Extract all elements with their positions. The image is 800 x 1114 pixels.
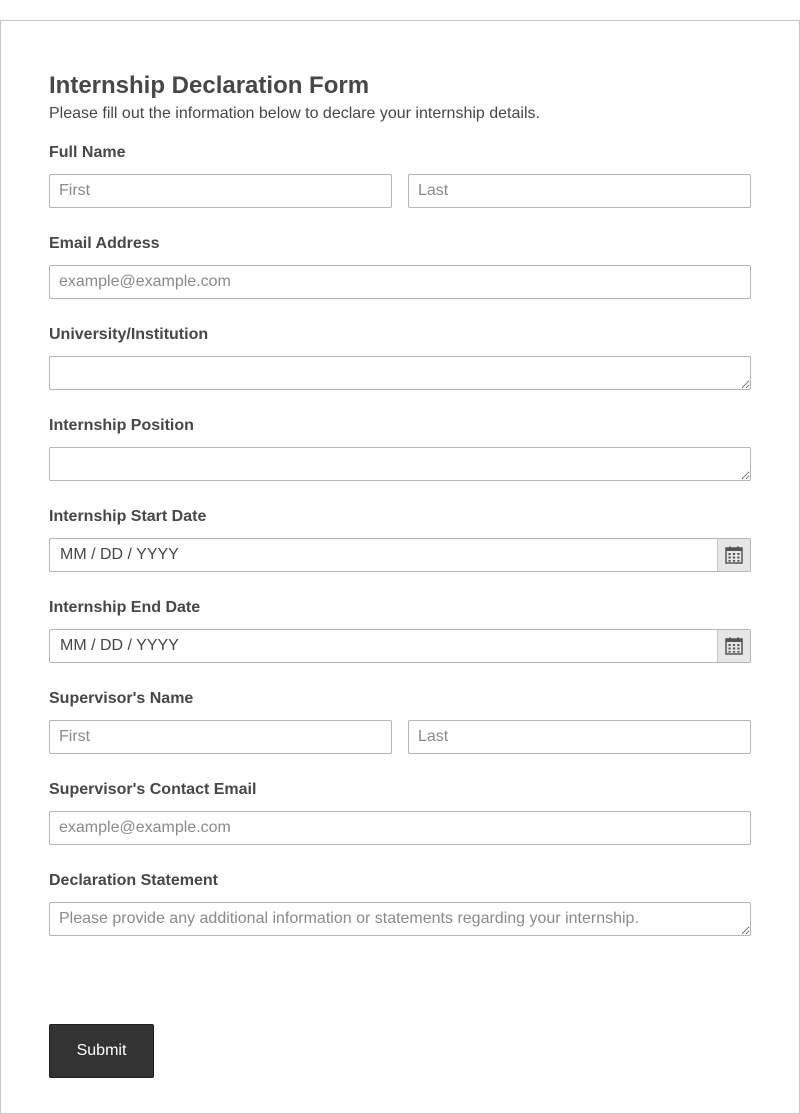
- supervisor-email-label: Supervisor's Contact Email: [49, 781, 257, 798]
- end-date-label: Internship End Date: [49, 599, 201, 616]
- supervisor-name-field: [49, 689, 751, 709]
- full-name-last-input[interactable]: [408, 174, 751, 208]
- full-name-first-input[interactable]: [49, 174, 392, 208]
- start-date-input[interactable]: [49, 538, 751, 572]
- declaration-field: [49, 871, 751, 891]
- start-date-placeholder: MM / DD / YYYY: [60, 546, 179, 563]
- end-date-calendar-button[interactable]: [717, 630, 750, 662]
- position-label: Internship Position: [49, 417, 194, 434]
- end-date-placeholder: MM / DD / YYYY: [60, 637, 179, 654]
- supervisor-first-input[interactable]: [49, 720, 392, 754]
- email-input[interactable]: [49, 265, 751, 299]
- form-subtitle: Please fill out the information below to declare your internship details.: [49, 105, 540, 122]
- form-content: [49, 71, 751, 1059]
- supervisor-email-field: [49, 780, 751, 800]
- declaration-label: Declaration Statement: [49, 872, 218, 889]
- end-date-field: [49, 598, 751, 654]
- email-field: [49, 234, 751, 254]
- university-field: [49, 325, 751, 345]
- end-date-input[interactable]: [49, 629, 751, 663]
- declaration-textarea[interactable]: [49, 902, 751, 936]
- form-container: [0, 20, 800, 1114]
- form-title: Internship Declaration Form: [49, 72, 370, 99]
- position-field: [49, 416, 751, 436]
- supervisor-email-input[interactable]: [49, 811, 751, 845]
- full-name-label: Full Name: [49, 144, 126, 161]
- calendar-icon: [725, 546, 743, 564]
- university-textarea[interactable]: [49, 356, 751, 390]
- calendar-icon: [725, 637, 743, 655]
- university-label: University/Institution: [49, 326, 209, 343]
- position-textarea[interactable]: [49, 447, 751, 481]
- start-date-label: Internship Start Date: [49, 508, 207, 525]
- supervisor-name-label: Supervisor's Name: [49, 690, 194, 707]
- email-label: Email Address: [49, 235, 160, 252]
- full-name-field: [49, 143, 751, 163]
- start-date-field: [49, 507, 751, 563]
- start-date-calendar-button[interactable]: [717, 539, 750, 571]
- supervisor-last-input[interactable]: [408, 720, 751, 754]
- submit-button[interactable]: Submit: [49, 1024, 154, 1078]
